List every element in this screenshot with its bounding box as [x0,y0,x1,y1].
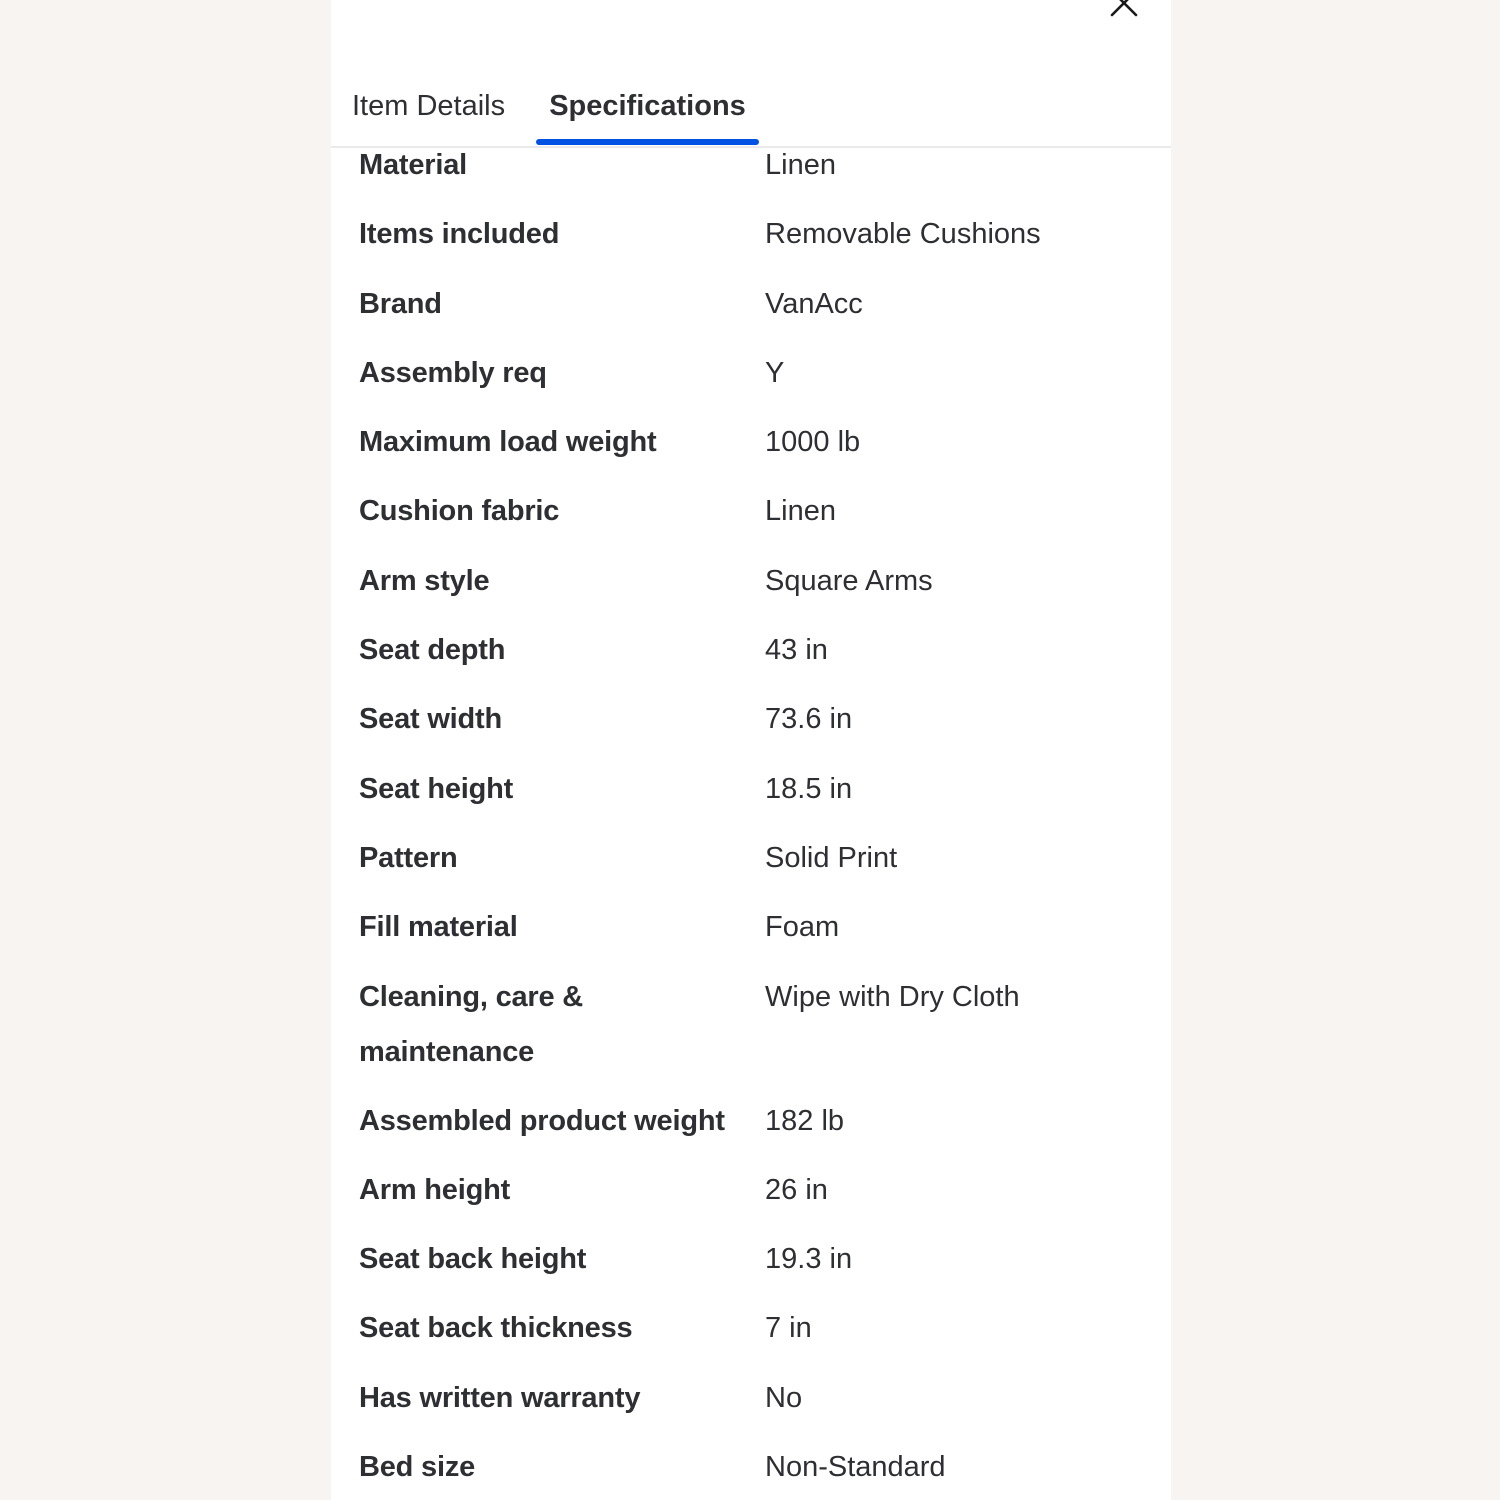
spec-row [331,616,1171,685]
specifications-panel [331,0,1171,1500]
spec-label: Has written warranty [359,1381,641,1414]
spec-value: Square Arms [765,564,933,597]
spec-value: 19.3 in [765,1243,853,1276]
spec-label: Seat height [359,772,514,805]
spec-row [331,963,1171,1087]
spec-value: 73.6 in [765,703,853,736]
spec-row [331,200,1171,269]
spec-label: Pattern [359,841,458,874]
spec-row [331,1156,1171,1225]
spec-label: Material [359,149,467,181]
spec-label: Assembled product weight [359,1104,725,1137]
spec-label: Seat width [359,703,503,736]
spec-label: Seat back thickness [359,1312,633,1345]
spec-label: Arm height [359,1173,511,1206]
spec-row [331,1294,1171,1363]
spec-row [331,547,1171,616]
spec-label: Maximum load weight [359,426,657,459]
spec-value: 182 lb [765,1104,845,1137]
spec-value: No [765,1381,803,1414]
spec-label: Arm style [359,564,490,597]
spec-value: 7 in [765,1312,812,1345]
spec-label: Cushion fabric [359,495,560,528]
spec-row [331,893,1171,962]
spec-row [331,1364,1171,1433]
spec-value: VanAcc [765,287,863,320]
spec-value: Linen [765,149,836,181]
spec-row [331,270,1171,339]
spec-row [331,408,1171,477]
spec-row [331,131,1171,200]
close-icon [1109,0,1139,18]
spec-label: Items included [359,218,560,251]
spec-row [331,339,1171,408]
spec-row [331,824,1171,893]
spec-row [331,685,1171,754]
spec-value: 18.5 in [765,772,853,805]
spec-label: Brand [359,287,442,320]
spec-value: 1000 lb [765,426,861,459]
spec-row [331,1433,1171,1500]
spec-value: Linen [765,495,836,528]
spec-row [331,477,1171,546]
close-button[interactable] [1109,0,1139,18]
specifications-list [331,131,1171,1500]
spec-row [331,755,1171,824]
spec-label: Bed size [359,1451,476,1484]
spec-label: Fill material [359,911,518,944]
spec-value: Y [765,356,785,389]
spec-label: Seat depth [359,634,506,667]
spec-row [331,1087,1171,1156]
spec-value: Foam [765,911,840,944]
tab-item-details[interactable]: Item Details [352,90,506,122]
spec-value: Solid Print [765,841,898,874]
spec-value: Removable Cushions [765,218,1041,251]
spec-value: 26 in [765,1173,828,1206]
spec-value: Wipe with Dry Cloth [765,980,1020,1013]
spec-value: 43 in [765,634,828,667]
tab-specifications-label: Specifications [549,90,746,122]
spec-label: Seat back height [359,1243,587,1276]
spec-value: Non-Standard [765,1451,946,1484]
spec-label: Cleaning, care & maintenance [359,980,584,1068]
spec-label: Assembly req [359,356,547,389]
spec-row [331,1225,1171,1294]
